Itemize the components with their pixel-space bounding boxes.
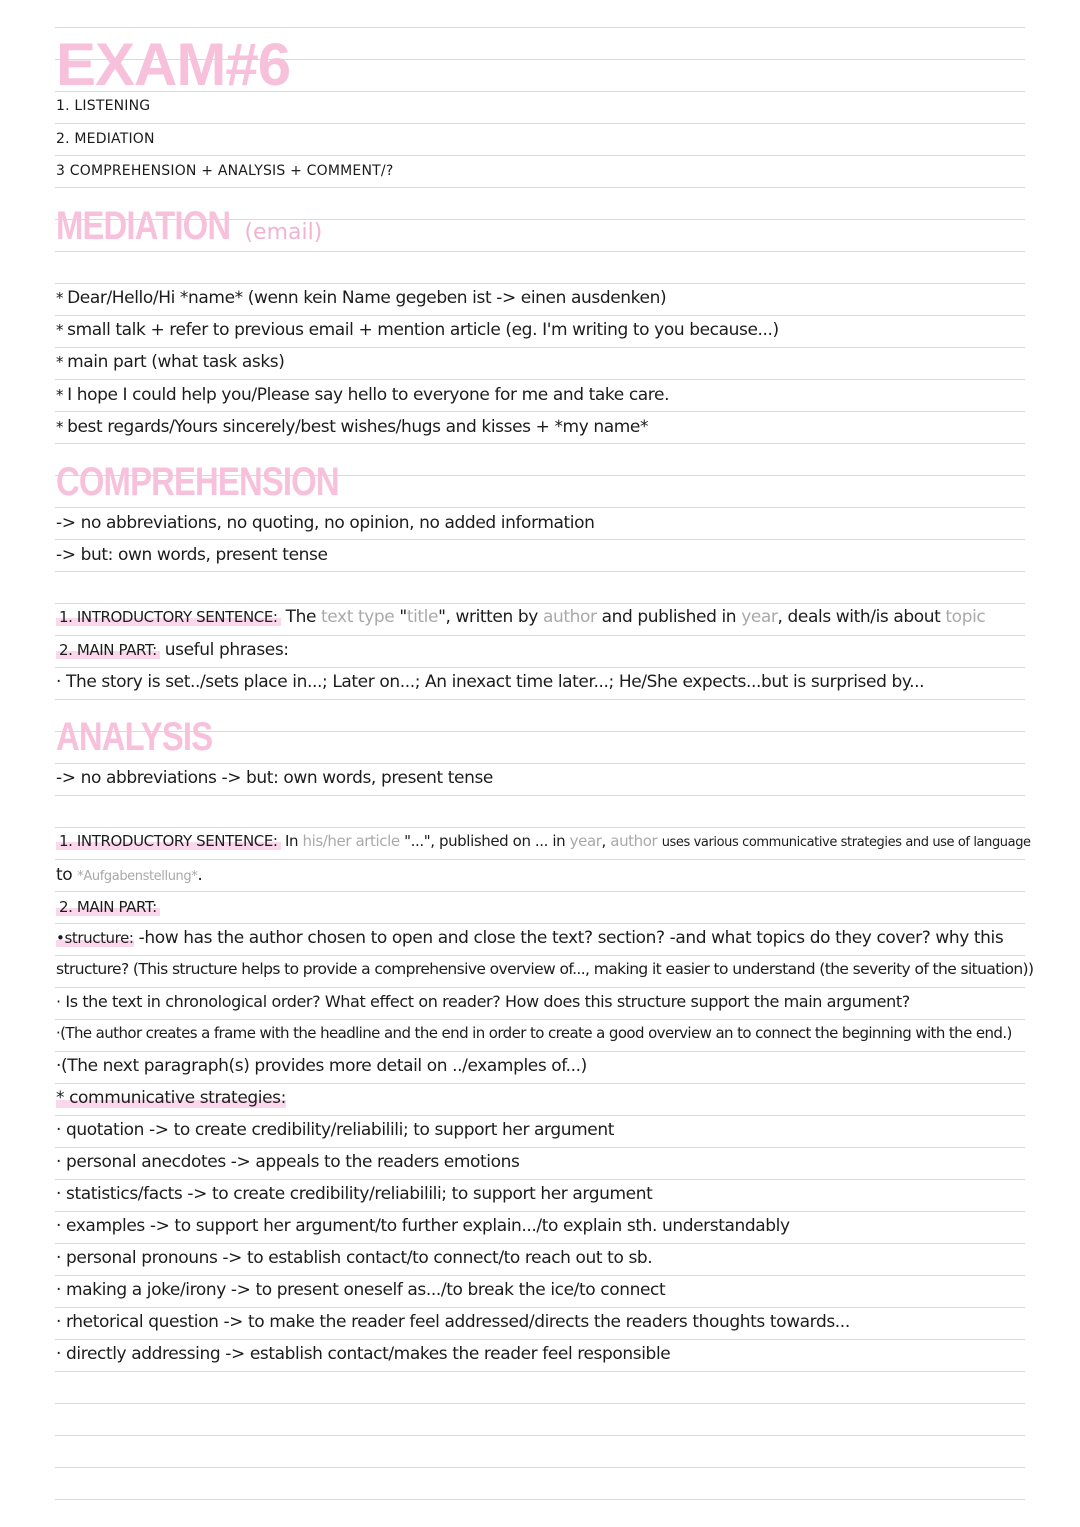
placeholder-task: *Aufgabenstellung* [77, 869, 198, 884]
strategy-item: · examples -> to support her argument/to further explain.../to explain sth. understandably [56, 1216, 790, 1236]
strategy-item: · directly addressing -> establish contact/makes the reader feel responsible [56, 1344, 671, 1364]
strategy-item: · making a joke/irony -> to present oneself as.../to break the ice/to connect [56, 1280, 666, 1300]
structure-line: ·(The next paragraph(s) provides more detail on ../examples of...) [56, 1056, 587, 1076]
exam-part-mediation: 2. MEDIATION [56, 131, 155, 147]
comprehension-heading: COMPREHENSION [56, 460, 339, 504]
placeholder-author: author [610, 832, 658, 850]
mediation-heading-row [56, 204, 322, 249]
placeholder-topic: topic [945, 607, 986, 627]
placeholder-text-type: text type [321, 607, 395, 627]
structure-line: structure? (This structure helps to provide a comprehensive overview of..., making it easier to understand (the severity of the situation)) [56, 960, 1034, 978]
analysis-heading: ANALYSIS [56, 715, 213, 759]
intro-label: 1. INTRODUCTORY SENTENCE: [56, 832, 281, 850]
analysis-rule: -> no abbreviations -> but: own words, present tense [56, 768, 493, 788]
main-part-label: 2. MAIN PART: [56, 641, 160, 659]
strategy-item: · personal anecdotes -> appeals to the readers emotions [56, 1152, 520, 1172]
star-bullet: * [56, 353, 64, 371]
exam-part-listening: 1. LISTENING [56, 98, 151, 114]
mediation-item: * best regards/Yours sincerely/best wishes/hugs and kisses + *my name* [56, 417, 649, 437]
comprehension-intro-sentence: 1. INTRODUCTORY SENTENCE: The text type "title", written by author and published in year, deals with/is about topic [56, 607, 985, 627]
placeholder-year: year [741, 607, 778, 627]
page-title: EXAM#6 [56, 31, 291, 98]
main-part-label: 2. MAIN PART: [56, 898, 160, 916]
structure-line: •structure: -how has the author chosen to open and close the text? section? -and what topics do they cover? why this [56, 928, 1004, 948]
comprehension-rule: -> no abbreviations, no quoting, no opinion, no added information [56, 513, 595, 533]
placeholder-title: title [406, 607, 439, 627]
analysis-intro-continued: to *Aufgabenstellung*. [56, 865, 203, 885]
mediation-item: * I hope I could help you/Please say hello to everyone for me and take care. [56, 385, 670, 405]
strategy-item: · personal pronouns -> to establish contact/to connect/to reach out to sb. [56, 1248, 653, 1268]
exam-part-comprehension: 3 COMPREHENSION + ANALYSIS + COMMENT/? [56, 163, 394, 179]
strategy-item: · rhetorical question -> to make the reader feel addressed/directs the readers thoughts towards... [56, 1312, 850, 1332]
placeholder-year: year [569, 832, 602, 850]
star-bullet: * [56, 386, 64, 404]
comprehension-phrases: · The story is set../sets place in...; Later on...; An inexact time later...; He/She expects...but is surprised by... [56, 672, 925, 692]
comprehension-rule: -> but: own words, present tense [56, 545, 328, 565]
placeholder-author: author [542, 607, 597, 627]
mediation-item: * small talk + refer to previous email + mention article (eg. I'm writing to you because...) [56, 320, 779, 340]
comprehension-main-part: 2. MAIN PART: useful phrases: [56, 640, 289, 660]
placeholder-article: his/her article [302, 832, 400, 850]
strategies-heading [56, 1088, 286, 1108]
structure-line: ·(The author creates a frame with the headline and the end in order to create a good overview an to connect the beginning with the end.) [56, 1024, 1012, 1042]
star-bullet: * [56, 321, 64, 339]
star-bullet: * [56, 418, 64, 436]
strategy-item: · quotation -> to create credibility/reliabilili; to support her argument [56, 1120, 614, 1140]
mediation-subheading: (email) [244, 220, 323, 245]
mediation-heading: MEDIATION [56, 204, 231, 248]
star-bullet: * [56, 289, 64, 307]
mediation-item: * main part (what task asks) [56, 352, 285, 372]
strategy-item: · statistics/facts -> to create credibility/reliabilili; to support her argument [56, 1184, 653, 1204]
analysis-main-part [56, 897, 160, 917]
strategies-label: * communicative strategies: [56, 1088, 286, 1108]
intro-label: 1. INTRODUCTORY SENTENCE: [56, 608, 281, 626]
structure-label: •structure: [56, 929, 134, 947]
mediation-item: * Dear/Hello/Hi *name* (wenn kein Name gegeben ist -> einen ausdenken) [56, 288, 667, 308]
structure-line: · Is the text in chronological order? What effect on reader? How does this structure support the main argument? [56, 992, 910, 1011]
analysis-intro-sentence: 1. INTRODUCTORY SENTENCE: In his/her article "...", published on ... in year, author uses various communicative strategies and use of language [56, 832, 1031, 850]
